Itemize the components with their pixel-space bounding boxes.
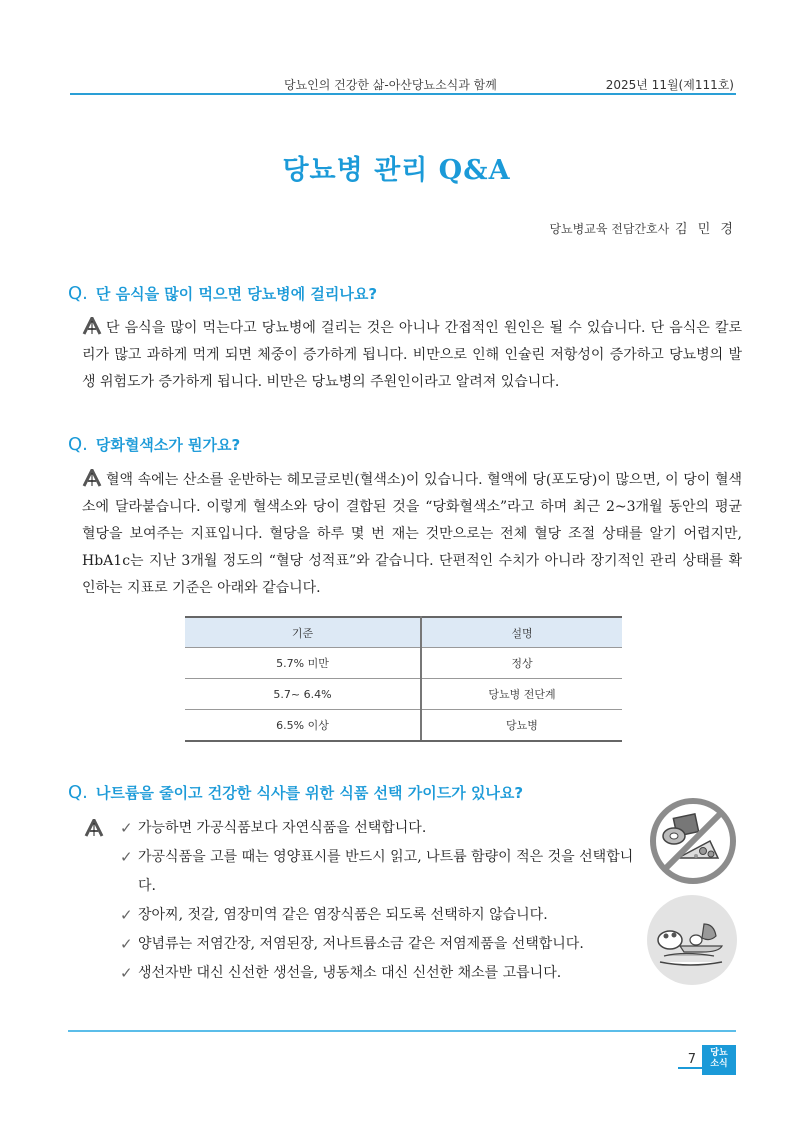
q-marker: Q.: [68, 782, 88, 803]
newsletter-badge: [702, 1045, 736, 1075]
page-header: [70, 76, 736, 95]
list-item-text: 양념류는 저염간장, 저염된장, 저나트륨소금 같은 저염제품을 선택합니다.: [138, 936, 584, 952]
list-item: [82, 814, 642, 843]
footer-divider: [68, 1030, 736, 1032]
page-title: 당뇨병 관리 Q&A: [282, 155, 511, 186]
table-cell: 5.7% 미만: [185, 648, 421, 679]
q-marker: Q.: [68, 283, 88, 304]
table-cell: 정상: [421, 648, 622, 679]
check-icon: ✓: [120, 935, 133, 953]
hba1c-criteria-table: [185, 616, 622, 742]
table-row: [185, 679, 622, 710]
question-heading: [68, 283, 377, 304]
list-item-text: 장아찌, 젓갈, 염장미역 같은 염장식품은 되도록 선택하지 않습니다.: [138, 907, 548, 923]
question-text: 나트륨을 줄이고 건강한 식사를 위한 식품 선택 가이드가 있나요?: [95, 784, 524, 802]
healthy-meal-icon: [646, 894, 738, 986]
list-item: [82, 843, 642, 901]
author-role: 당뇨병교육 전담간호사: [549, 222, 670, 236]
badge-line: 당뇨: [710, 1048, 728, 1058]
table-cell: 당뇨병 전단계: [421, 679, 622, 710]
no-processed-food-icon: [648, 796, 738, 886]
question-text: 당화혈색소가 뭔가요?: [95, 436, 241, 454]
table-cell: 5.7~ 6.4%: [185, 679, 421, 710]
check-icon: ✓: [120, 906, 133, 924]
question-heading: [68, 782, 523, 803]
answer-paragraph: [82, 315, 742, 396]
q-marker: Q.: [68, 434, 88, 455]
badge-line: 소식: [710, 1059, 728, 1069]
list-item: [82, 901, 642, 930]
list-item-text: 생선자반 대신 신선한 생선을, 냉동채소 대신 신선한 채소를 고릅니다.: [138, 965, 562, 981]
answer-paragraph: [82, 467, 742, 602]
column-header: 기준: [185, 617, 421, 648]
answer-text: 혈액 속에는 산소를 운반하는 헤모글로빈(혈색소)이 있습니다. 혈액에 당(포도당)이 많으면, 이 당이 혈색소에 달라붙습니다. 이렇게 혈색소와 당이 결합된 것을 “당화혈색소”라고 하며 최근 2~3개월 동안의 평균 혈당을 보여주는 지표입니다. 혈당을 하루 몇 번 재는 것만으로는 전체 혈당 조절 상태를 알기 어렵지만, HbA1c는 지난 3개월 정도의 “혈당 성적표”와 같습니다. 단편적인 수치가 아니라 장기적인 관리 상태를 확인하는 지표로 기준은 아래와 같습니다.: [82, 472, 742, 596]
check-icon: ✓: [120, 848, 133, 866]
issue-info: 2025년 11월(제111호): [605, 78, 734, 92]
page-number: 7: [678, 1052, 702, 1069]
list-item-text: 가공식품을 고를 때는 영양표시를 반드시 읽고, 나트륨 함량이 적은 것을 선택합니다.: [138, 849, 634, 894]
table-header-row: [185, 617, 622, 648]
check-icon: ✓: [120, 964, 133, 982]
author-name: 김 민 경: [675, 222, 736, 237]
series-title: 당뇨인의 건강한 삶-아산당뇨소식과 함께: [284, 78, 497, 92]
check-icon: ✓: [120, 819, 133, 837]
question-text: 단 음식을 많이 먹으면 당뇨병에 걸리나요?: [95, 285, 378, 303]
table-row: [185, 710, 622, 742]
answer-a-icon: [82, 469, 102, 487]
sodium-guide-list: [82, 814, 642, 988]
list-item: [82, 959, 642, 988]
column-header: 설명: [421, 617, 622, 648]
table-cell: 당뇨병: [421, 710, 622, 742]
answer-text: 단 음식을 많이 먹는다고 당뇨병에 걸리는 것은 아니나 간접적인 원인은 될 수 있습니다. 단 음식은 칼로리가 많고 과하게 먹게 되면 체중이 증가하게 됩니다. 비만으로 인해 인슐린 저항성이 증가하고 당뇨병의 발생 위험도가 증가하게 됩니다. 비만은 당뇨병의 주원인이라고 알려져 있습니다.: [82, 320, 742, 390]
answer-a-icon: [82, 317, 102, 335]
list-item-text: 가능하면 가공식품보다 자연식품을 선택합니다.: [138, 820, 427, 836]
table-cell: 6.5% 이상: [185, 710, 421, 742]
question-heading: [68, 434, 240, 455]
list-item: [82, 930, 642, 959]
table-row: [185, 648, 622, 679]
author-byline: [549, 218, 736, 237]
